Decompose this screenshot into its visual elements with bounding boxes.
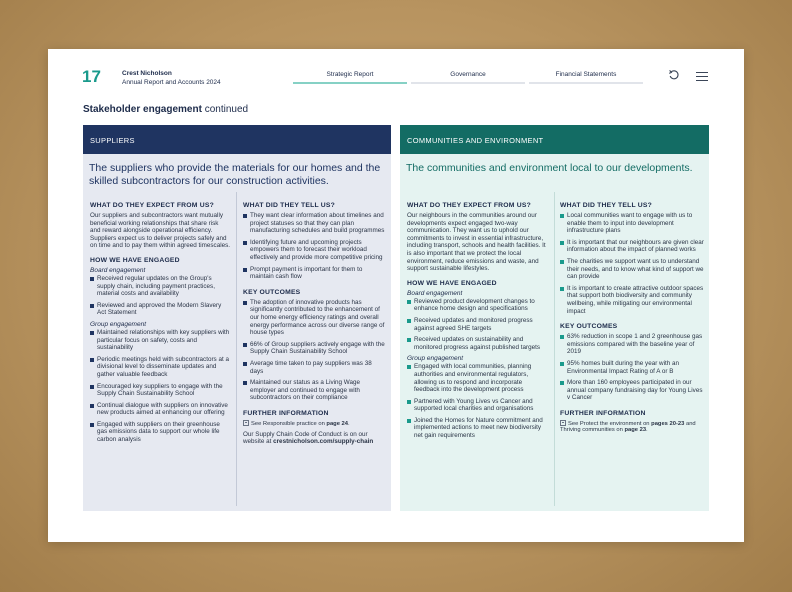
list-item: Reviewed product development changes to enhance home design and specifications (407, 298, 549, 313)
see-reference-text: See Protect the environment on (568, 420, 650, 427)
expect-text: Our suppliers and subcontractors want mutually beneficial working relationships that share risk and reward alongside operational efficiency. Suppliers expect us to deliver projects safely and on time and to pay them within agreed timescales. (90, 212, 231, 250)
communities-lead: The communities and environment local to our developments. (406, 162, 693, 174)
link-icon (243, 420, 249, 426)
board-engagement-label: Board engagement (407, 289, 463, 297)
expect-heading: WHAT DO THEY EXPECT FROM US? (90, 202, 214, 209)
list-item: Joined the Homes for Nature commitment and implemented actions to meet new biodiversity net gain requirements (407, 417, 549, 440)
list-item: Reviewed and approved the Modern Slavery Act Statement (90, 302, 230, 317)
see-reference-text: See Responsible practice on (251, 420, 325, 427)
section-title (83, 104, 248, 115)
list-item: 63% reduction in scope 1 and 2 greenhouse gas emissions compared with the baseline year of 2019 (560, 333, 704, 356)
list-item: It is important to create attractive outdoor spaces that support both biodiversity and community wellbeing, while mitigating our environmental impact (560, 285, 704, 315)
list-item: The charities we support want us to understand their needs, and to know what kind of support we can provide (560, 258, 704, 281)
board-engagement-label: Board engagement (90, 266, 146, 274)
suppliers-lead: The suppliers who provide the materials for our homes and the skilled subcontractors for our construction activities. (89, 162, 381, 187)
group-engagement-label: Group engagement (90, 320, 147, 328)
expect-text: Our neighbours in the communities around our developments expect engaged two-way communication. They want us to uphold our commitments to invest in essential infrastructure, including transport, schools and health facilities. It is also important that we protect the local environment, reduce emissions and waste, and support sustainable lifestyles. (407, 212, 546, 273)
see-reference[interactable]: See Responsible practice on page 24. (243, 420, 386, 427)
page-number: 17 (82, 67, 101, 86)
list-item: It is important that our neighbours are given clear information about the impact of planned works (560, 239, 704, 254)
tab-governance-indicator (411, 82, 525, 84)
expect-heading: WHAT DO THEY EXPECT FROM US? (407, 202, 531, 209)
tab-strategic-report-indicator (293, 82, 407, 84)
tab-strategic-report[interactable]: Strategic Report (326, 71, 374, 78)
list-item: Average time taken to pay suppliers was 38 days (243, 360, 386, 375)
list-item: Partnered with Young Lives vs Cancer and supported local charities and organisations (407, 398, 549, 413)
engaged-heading: HOW WE HAVE ENGAGED (90, 256, 180, 264)
communities-left-column (407, 195, 549, 444)
communities-right-column (560, 195, 704, 437)
column-divider (554, 192, 555, 506)
suppliers-left-column (90, 195, 230, 448)
see-reference-page[interactable]: pages 20-23 (651, 420, 685, 427)
list-item: Received updates and monitored progress against agreed SHE targets (407, 317, 549, 332)
list-item: Identifying future and upcoming projects empowers them to forecast their workload effectively and provide more competitive pricing (243, 239, 386, 262)
engaged-heading: HOW WE HAVE ENGAGED (407, 279, 497, 287)
tell-heading: WHAT DID THEY TELL US? (243, 202, 336, 209)
suppliers-panel (83, 125, 391, 511)
list-item: Maintained relationships with key suppliers with particular focus on safety, costs and sustainability (90, 329, 230, 352)
column-divider (236, 192, 237, 506)
list-item: Local communities want to engage with us to enable them to input into development infrastructure plans (560, 212, 704, 235)
group-engagement-label: Group engagement (407, 355, 464, 363)
list-item: More than 160 employees participated in our annual company fundraising day for Young Lives v Cancer (560, 379, 704, 402)
section-title-suffix: continued (204, 104, 249, 115)
back-icon[interactable] (668, 69, 680, 83)
list-item: Maintained our status as a Living Wage employer and continued to engage with subcontractors on their compliance (243, 379, 386, 402)
tab-governance[interactable]: Governance (450, 71, 486, 78)
further-info-heading: FURTHER INFORMATION (243, 409, 329, 417)
further-info-heading: FURTHER INFORMATION (560, 409, 646, 417)
page-header (48, 49, 744, 89)
tell-heading: WHAT DID THEY TELL US? (560, 202, 653, 209)
list-item: Received regular updates on the Group's supply chain, including payment practices, material costs and availability (90, 275, 230, 298)
list-item: Prompt payment is important for them to maintain cash flow (243, 266, 386, 281)
communities-panel (400, 125, 709, 511)
tab-financial-statements-indicator (529, 82, 643, 84)
see-reference-page[interactable]: page 24 (326, 420, 349, 427)
list-item: Engaged with suppliers on their greenhouse gas emissions data to support our whole life carbon analysis (90, 421, 230, 444)
supply-chain-link[interactable]: crestnicholson.com/supply-chain (273, 438, 374, 446)
list-item: Engaged with local communities, planning authorities and environmental regulators, allowing us to respond and incorporate feedback into the development process (407, 363, 549, 393)
list-item: Continual dialogue with suppliers on innovative new products aimed at enhancing our offering (90, 402, 230, 417)
list-item: Encouraged key suppliers to engage with the Supply Chain Sustainability School (90, 383, 230, 398)
list-item: 66% of Group suppliers actively engage with the Supply Chain Sustainability School (243, 341, 386, 356)
link-icon (560, 420, 566, 426)
list-item: Periodic meetings held with subcontractors at a divisional level to disseminate updates and gather valuable feedback (90, 356, 230, 379)
list-item: The adoption of innovative products has significantly contributed to the enhancement of our home energy efficiency ratings and overall energy performance across our diverse range of house types (243, 299, 386, 337)
list-item: 95% homes built during the year with an Environmental Impact Rating of A or B (560, 360, 704, 375)
supply-chain-code-text (243, 431, 386, 446)
brand-block (122, 70, 221, 87)
outcomes-heading: KEY OUTCOMES (560, 323, 618, 331)
see-reference-page-2[interactable]: page 23 (624, 426, 647, 433)
suppliers-heading-bar: SUPPLIERS (83, 125, 391, 154)
list-item: They want clear information about timelines and project statuses so that they can plan manufacturing schedules and build programmes (243, 212, 386, 235)
see-reference-text-2: and Thriving communities on (560, 420, 696, 433)
suppliers-right-column (243, 195, 386, 446)
code-text: Our Supply Chain Code of Conduct is on our website at (243, 430, 368, 446)
list-item: Received updates on sustainability and monitored progress against published targets (407, 336, 549, 351)
report-page (48, 49, 744, 542)
outcomes-heading: KEY OUTCOMES (243, 288, 301, 296)
see-reference[interactable]: See Protect the environment on pages 20-23 and Thriving communities on page 23. (560, 420, 696, 433)
company-name: Crest Nicholson (122, 70, 172, 77)
communities-heading-bar: COMMUNITIES AND ENVIRONMENT (400, 125, 709, 154)
report-title: Annual Report and Accounts 2024 (122, 78, 221, 86)
menu-icon[interactable] (696, 72, 708, 81)
tab-financial-statements[interactable]: Financial Statements (555, 71, 617, 78)
section-title-text: Stakeholder engagement (83, 104, 202, 115)
